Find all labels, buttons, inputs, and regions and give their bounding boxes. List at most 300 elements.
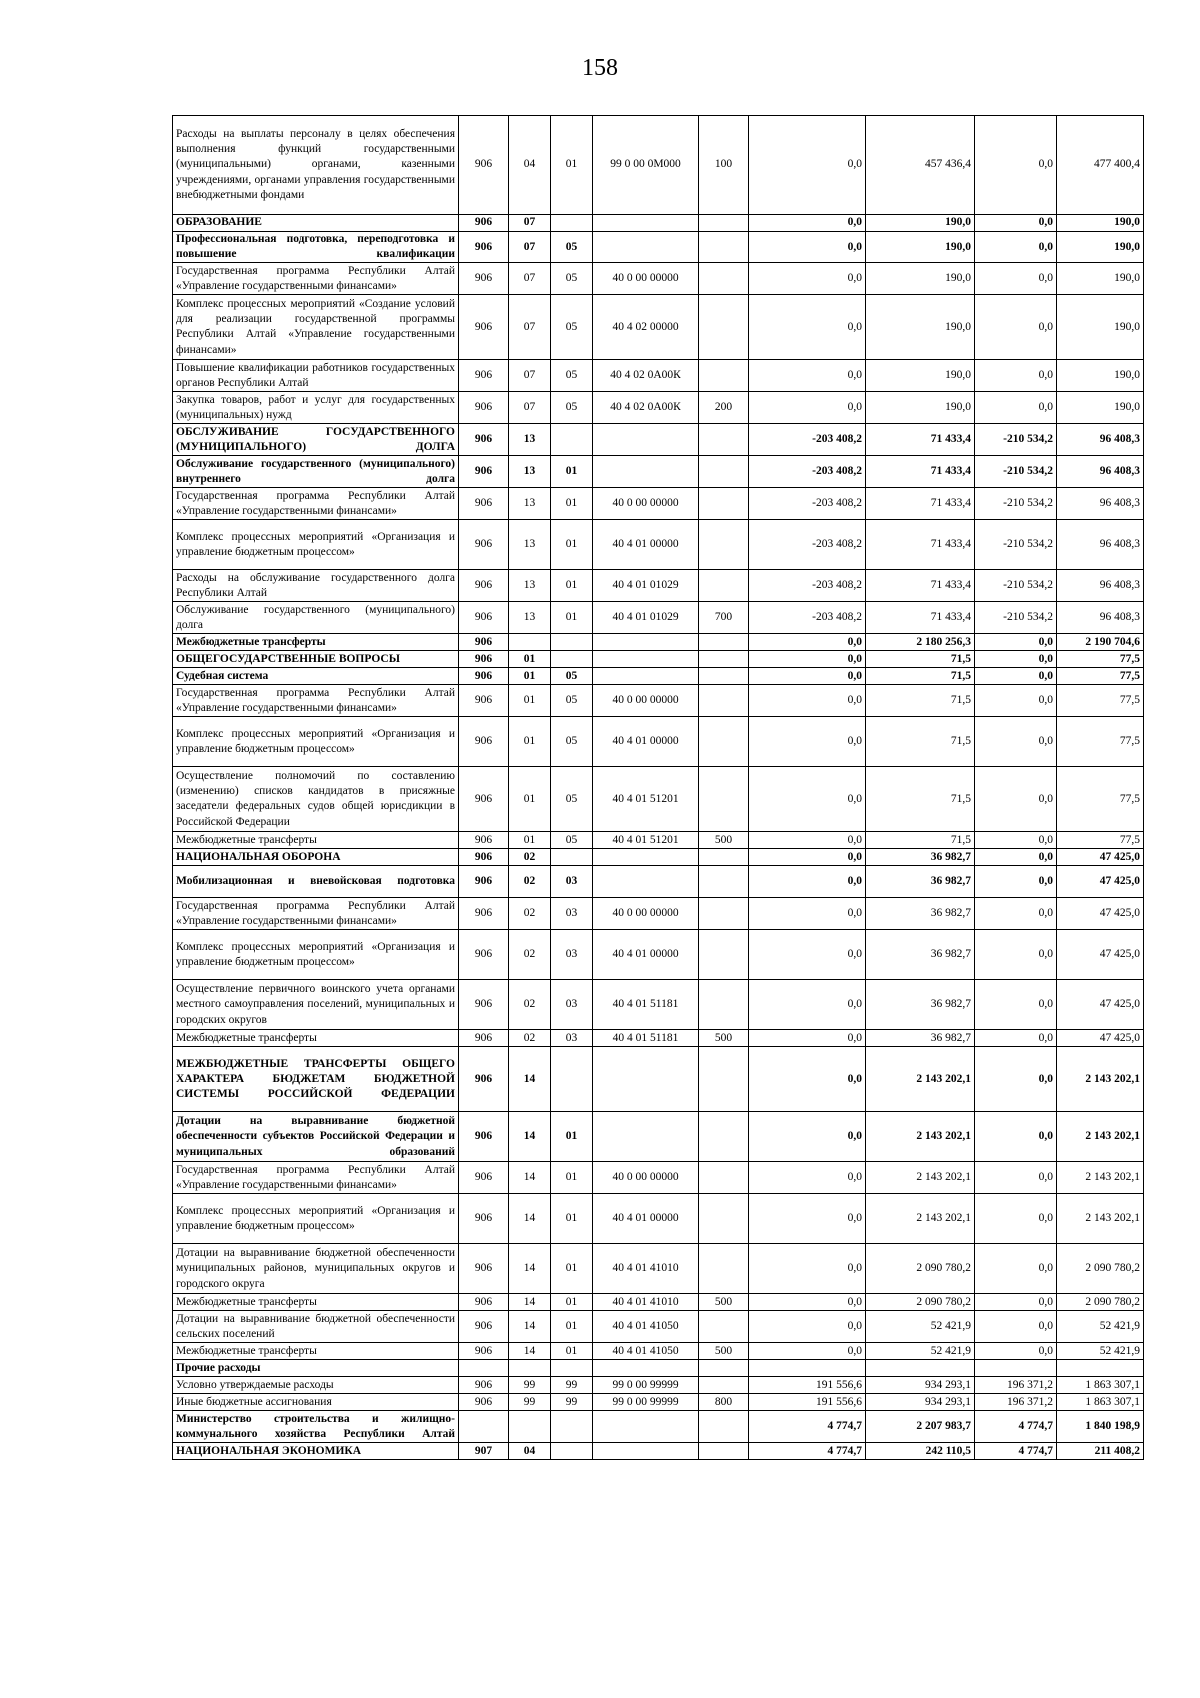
- amount-3-cell: [975, 1360, 1057, 1377]
- ved-cell: 906: [459, 832, 509, 849]
- table-row: [173, 1244, 1144, 1294]
- amount-3-cell: 0,0: [975, 849, 1057, 866]
- subsection-cell: 05: [551, 668, 593, 685]
- table-row: [173, 232, 1144, 263]
- subsection-cell: 01: [551, 1112, 593, 1162]
- amount-3-cell: 0,0: [975, 832, 1057, 849]
- amount-2-cell: 934 293,1: [866, 1394, 975, 1411]
- section-cell: 04: [509, 1443, 551, 1460]
- amount-3-cell: 0,0: [975, 116, 1057, 215]
- amount-3-cell: 0,0: [975, 717, 1057, 767]
- expense-type-cell: [699, 520, 749, 570]
- target-article-cell: 40 4 01 51201: [593, 767, 699, 832]
- expense-type-cell: [699, 1047, 749, 1112]
- expense-type-cell: [699, 668, 749, 685]
- table-row: [173, 866, 1144, 898]
- subsection-cell: 01: [551, 1194, 593, 1244]
- amount-4-cell: 96 408,3: [1057, 602, 1144, 634]
- subsection-cell: 01: [551, 1244, 593, 1294]
- amount-3-cell: 0,0: [975, 1112, 1057, 1162]
- amount-1-cell: 0,0: [749, 1112, 866, 1162]
- amount-2-cell: 71,5: [866, 685, 975, 717]
- row-name-cell: НАЦИОНАЛЬНАЯ ОБОРОНА: [173, 849, 459, 866]
- subsection-cell: 01: [551, 456, 593, 488]
- ved-cell: 906: [459, 849, 509, 866]
- amount-1-cell: 0,0: [749, 980, 866, 1030]
- amount-1-cell: 0,0: [749, 930, 866, 980]
- ved-cell: 906: [459, 570, 509, 602]
- expense-type-cell: [699, 651, 749, 668]
- expense-type-cell: [699, 456, 749, 488]
- amount-2-cell: 36 982,7: [866, 1030, 975, 1047]
- expense-type-cell: [699, 1443, 749, 1460]
- amount-2-cell: 71 433,4: [866, 570, 975, 602]
- amount-2-cell: 36 982,7: [866, 898, 975, 930]
- subsection-cell: 01: [551, 520, 593, 570]
- target-article-cell: [593, 1112, 699, 1162]
- ved-cell: 906: [459, 898, 509, 930]
- target-article-cell: 40 4 02 00000: [593, 295, 699, 360]
- amount-3-cell: 0,0: [975, 1244, 1057, 1294]
- amount-2-cell: 36 982,7: [866, 980, 975, 1030]
- expense-type-cell: [699, 1162, 749, 1194]
- ved-cell: 906: [459, 424, 509, 456]
- amount-4-cell: 1 863 307,1: [1057, 1377, 1144, 1394]
- row-name-cell: Межбюджетные трансферты: [173, 1343, 459, 1360]
- amount-2-cell: 457 436,4: [866, 116, 975, 215]
- row-name-cell: Дотации на выравнивание бюджетной обеспеченности муниципальных районов, муниципальных округов и городского округа: [173, 1244, 459, 1294]
- page-number: 158: [582, 55, 618, 81]
- ved-cell: 906: [459, 930, 509, 980]
- amount-3-cell: 0,0: [975, 668, 1057, 685]
- amount-1-cell: [749, 1360, 866, 1377]
- section-cell: 13: [509, 456, 551, 488]
- row-name-cell: Министерство строительства и жилищно-коммунального хозяйства Республики Алтай: [173, 1411, 459, 1443]
- ved-cell: 906: [459, 488, 509, 520]
- subsection-cell: [551, 215, 593, 232]
- table-row: [173, 488, 1144, 520]
- expense-type-cell: 500: [699, 1030, 749, 1047]
- section-cell: 01: [509, 717, 551, 767]
- target-article-cell: 40 4 01 51181: [593, 1030, 699, 1047]
- row-name-cell: Прочие расходы: [173, 1360, 459, 1377]
- table-row: [173, 685, 1144, 717]
- amount-4-cell: 190,0: [1057, 392, 1144, 424]
- expense-type-cell: [699, 488, 749, 520]
- budget-table: [172, 115, 1144, 1460]
- amount-2-cell: 242 110,5: [866, 1443, 975, 1460]
- section-cell: 13: [509, 424, 551, 456]
- section-cell: 13: [509, 602, 551, 634]
- target-article-cell: 40 4 02 0А00К: [593, 360, 699, 392]
- row-name-cell: Межбюджетные трансферты: [173, 1030, 459, 1047]
- amount-4-cell: 47 425,0: [1057, 898, 1144, 930]
- expense-type-cell: [699, 1311, 749, 1343]
- table-row: [173, 832, 1144, 849]
- amount-4-cell: 96 408,3: [1057, 488, 1144, 520]
- section-cell: 14: [509, 1047, 551, 1112]
- amount-1-cell: 0,0: [749, 832, 866, 849]
- table-row: [173, 520, 1144, 570]
- target-article-cell: 40 4 01 41010: [593, 1244, 699, 1294]
- section-cell: 02: [509, 898, 551, 930]
- section-cell: 07: [509, 232, 551, 263]
- amount-2-cell: 71,5: [866, 717, 975, 767]
- table-row: [173, 1443, 1144, 1460]
- table-row: [173, 1411, 1144, 1443]
- row-name-cell: Мобилизационная и вневойсковая подготовка: [173, 866, 459, 898]
- expense-type-cell: 800: [699, 1394, 749, 1411]
- amount-2-cell: 2 090 780,2: [866, 1244, 975, 1294]
- section-cell: 14: [509, 1162, 551, 1194]
- section-cell: 14: [509, 1294, 551, 1311]
- ved-cell: 906: [459, 1112, 509, 1162]
- table-row: [173, 767, 1144, 832]
- table-row: [173, 570, 1144, 602]
- ved-cell: 907: [459, 1443, 509, 1460]
- table-row: [173, 980, 1144, 1030]
- row-name-cell: Иные бюджетные ассигнования: [173, 1394, 459, 1411]
- ved-cell: 906: [459, 767, 509, 832]
- ved-cell: 906: [459, 1377, 509, 1394]
- amount-3-cell: 0,0: [975, 215, 1057, 232]
- ved-cell: 906: [459, 520, 509, 570]
- amount-2-cell: 71,5: [866, 767, 975, 832]
- expense-type-cell: [699, 767, 749, 832]
- amount-3-cell: 0,0: [975, 1030, 1057, 1047]
- table-row: [173, 1394, 1144, 1411]
- amount-2-cell: 190,0: [866, 392, 975, 424]
- subsection-cell: 01: [551, 570, 593, 602]
- amount-2-cell: 190,0: [866, 215, 975, 232]
- amount-1-cell: 0,0: [749, 668, 866, 685]
- table-row: [173, 1311, 1144, 1343]
- amount-4-cell: 190,0: [1057, 232, 1144, 263]
- table-row: [173, 1047, 1144, 1112]
- amount-3-cell: 0,0: [975, 980, 1057, 1030]
- section-cell: 14: [509, 1244, 551, 1294]
- amount-1-cell: 0,0: [749, 1194, 866, 1244]
- amount-2-cell: 71 433,4: [866, 602, 975, 634]
- amount-4-cell: 47 425,0: [1057, 1030, 1144, 1047]
- ved-cell: 906: [459, 717, 509, 767]
- amount-3-cell: 196 371,2: [975, 1394, 1057, 1411]
- target-article-cell: [593, 1047, 699, 1112]
- table-row: [173, 602, 1144, 634]
- ved-cell: 906: [459, 1294, 509, 1311]
- section-cell: 01: [509, 668, 551, 685]
- table-row: [173, 1030, 1144, 1047]
- ved-cell: 906: [459, 1194, 509, 1244]
- target-article-cell: 40 4 01 41050: [593, 1343, 699, 1360]
- expense-type-cell: [699, 930, 749, 980]
- ved-cell: 906: [459, 295, 509, 360]
- amount-1-cell: 191 556,6: [749, 1394, 866, 1411]
- section-cell: 99: [509, 1394, 551, 1411]
- target-article-cell: 40 4 01 00000: [593, 930, 699, 980]
- amount-1-cell: 0,0: [749, 1244, 866, 1294]
- subsection-cell: [551, 651, 593, 668]
- ved-cell: 906: [459, 1162, 509, 1194]
- amount-4-cell: 77,5: [1057, 685, 1144, 717]
- table-row: [173, 1162, 1144, 1194]
- table-row: [173, 1194, 1144, 1244]
- amount-1-cell: -203 408,2: [749, 602, 866, 634]
- table-row: [173, 1294, 1144, 1311]
- expense-type-cell: [699, 424, 749, 456]
- section-cell: [509, 634, 551, 651]
- amount-4-cell: 2 143 202,1: [1057, 1047, 1144, 1112]
- amount-3-cell: 0,0: [975, 1343, 1057, 1360]
- subsection-cell: 03: [551, 930, 593, 980]
- target-article-cell: 40 0 00 00000: [593, 898, 699, 930]
- expense-type-cell: 700: [699, 602, 749, 634]
- ved-cell: 906: [459, 1394, 509, 1411]
- amount-3-cell: 0,0: [975, 1311, 1057, 1343]
- expense-type-cell: [699, 295, 749, 360]
- target-article-cell: 40 4 01 41050: [593, 1311, 699, 1343]
- amount-3-cell: 0,0: [975, 1194, 1057, 1244]
- amount-2-cell: 190,0: [866, 263, 975, 295]
- amount-1-cell: 0,0: [749, 392, 866, 424]
- amount-2-cell: 71 433,4: [866, 488, 975, 520]
- amount-3-cell: 196 371,2: [975, 1377, 1057, 1394]
- amount-1-cell: 0,0: [749, 1343, 866, 1360]
- expense-type-cell: [699, 634, 749, 651]
- ved-cell: 906: [459, 1311, 509, 1343]
- table-row: [173, 651, 1144, 668]
- row-name-cell: Дотации на выравнивание бюджетной обеспеченности сельских поселений: [173, 1311, 459, 1343]
- amount-4-cell: 52 421,9: [1057, 1311, 1144, 1343]
- row-name-cell: Государственная программа Республики Алтай «Управление государственными финансами»: [173, 1162, 459, 1194]
- subsection-cell: 03: [551, 1030, 593, 1047]
- amount-3-cell: 0,0: [975, 930, 1057, 980]
- amount-4-cell: 190,0: [1057, 295, 1144, 360]
- amount-1-cell: 0,0: [749, 263, 866, 295]
- amount-3-cell: 0,0: [975, 1162, 1057, 1194]
- subsection-cell: 01: [551, 602, 593, 634]
- ved-cell: 906: [459, 232, 509, 263]
- amount-2-cell: 36 982,7: [866, 866, 975, 898]
- section-cell: 07: [509, 215, 551, 232]
- target-article-cell: [593, 866, 699, 898]
- amount-4-cell: 190,0: [1057, 215, 1144, 232]
- expense-type-cell: [699, 1360, 749, 1377]
- table-row: [173, 116, 1144, 215]
- amount-2-cell: 2 090 780,2: [866, 1294, 975, 1311]
- amount-3-cell: -210 534,2: [975, 570, 1057, 602]
- expense-type-cell: 100: [699, 116, 749, 215]
- amount-1-cell: -203 408,2: [749, 488, 866, 520]
- ved-cell: 906: [459, 668, 509, 685]
- subsection-cell: 05: [551, 767, 593, 832]
- section-cell: 99: [509, 1377, 551, 1394]
- ved-cell: 906: [459, 1047, 509, 1112]
- amount-4-cell: 2 143 202,1: [1057, 1162, 1144, 1194]
- amount-4-cell: [1057, 1360, 1144, 1377]
- amount-3-cell: -210 534,2: [975, 424, 1057, 456]
- ved-cell: 906: [459, 602, 509, 634]
- row-name-cell: Межбюджетные трансферты: [173, 832, 459, 849]
- expense-type-cell: 200: [699, 392, 749, 424]
- subsection-cell: 05: [551, 232, 593, 263]
- expense-type-cell: [699, 1112, 749, 1162]
- expense-type-cell: [699, 849, 749, 866]
- amount-4-cell: 47 425,0: [1057, 980, 1144, 1030]
- subsection-cell: [551, 424, 593, 456]
- amount-2-cell: 71 433,4: [866, 424, 975, 456]
- subsection-cell: 99: [551, 1377, 593, 1394]
- target-article-cell: [593, 668, 699, 685]
- target-article-cell: 40 4 02 0А00К: [593, 392, 699, 424]
- amount-2-cell: 2 143 202,1: [866, 1047, 975, 1112]
- expense-type-cell: [699, 1377, 749, 1394]
- table-row: [173, 1377, 1144, 1394]
- amount-1-cell: 0,0: [749, 717, 866, 767]
- row-name-cell: ОБЩЕГОСУДАРСТВЕННЫЕ ВОПРОСЫ: [173, 651, 459, 668]
- subsection-cell: 01: [551, 1343, 593, 1360]
- subsection-cell: 05: [551, 263, 593, 295]
- subsection-cell: 05: [551, 392, 593, 424]
- amount-3-cell: -210 534,2: [975, 520, 1057, 570]
- expense-type-cell: [699, 360, 749, 392]
- row-name-cell: Комплекс процессных мероприятий «Организация и управление бюджетным процессом»: [173, 520, 459, 570]
- section-cell: 01: [509, 685, 551, 717]
- row-name-cell: Комплекс процессных мероприятий «Организация и управление бюджетным процессом»: [173, 1194, 459, 1244]
- section-cell: [509, 1411, 551, 1443]
- amount-4-cell: 477 400,4: [1057, 116, 1144, 215]
- section-cell: 07: [509, 360, 551, 392]
- row-name-cell: Профессиональная подготовка, переподготовка и повышение квалификации: [173, 232, 459, 263]
- subsection-cell: 05: [551, 832, 593, 849]
- expense-type-cell: 500: [699, 1294, 749, 1311]
- section-cell: 07: [509, 263, 551, 295]
- ved-cell: 906: [459, 1030, 509, 1047]
- table-row: [173, 717, 1144, 767]
- amount-2-cell: 71,5: [866, 668, 975, 685]
- expense-type-cell: 500: [699, 832, 749, 849]
- amount-3-cell: 4 774,7: [975, 1411, 1057, 1443]
- amount-2-cell: 52 421,9: [866, 1311, 975, 1343]
- section-cell: 07: [509, 295, 551, 360]
- section-cell: 14: [509, 1112, 551, 1162]
- amount-3-cell: 0,0: [975, 360, 1057, 392]
- section-cell: 13: [509, 570, 551, 602]
- target-article-cell: 40 4 01 00000: [593, 1194, 699, 1244]
- row-name-cell: Государственная программа Республики Алтай «Управление государственными финансами»: [173, 263, 459, 295]
- subsection-cell: [551, 634, 593, 651]
- amount-1-cell: 4 774,7: [749, 1443, 866, 1460]
- row-name-cell: Обслуживание государственного (муниципального) внутреннего долга: [173, 456, 459, 488]
- table-row: [173, 930, 1144, 980]
- section-cell: 14: [509, 1343, 551, 1360]
- table-row: [173, 295, 1144, 360]
- section-cell: 13: [509, 520, 551, 570]
- amount-3-cell: 0,0: [975, 634, 1057, 651]
- row-name-cell: Осуществление первичного воинского учета органами местного самоуправления поселений, муниципальных и городских округов: [173, 980, 459, 1030]
- amount-3-cell: 0,0: [975, 685, 1057, 717]
- amount-4-cell: 211 408,2: [1057, 1443, 1144, 1460]
- target-article-cell: [593, 215, 699, 232]
- expense-type-cell: [699, 232, 749, 263]
- ved-cell: 906: [459, 651, 509, 668]
- amount-4-cell: 77,5: [1057, 832, 1144, 849]
- section-cell: 01: [509, 651, 551, 668]
- amount-2-cell: 2 143 202,1: [866, 1112, 975, 1162]
- amount-4-cell: 77,5: [1057, 767, 1144, 832]
- amount-2-cell: 190,0: [866, 295, 975, 360]
- target-article-cell: 99 0 00 0М000: [593, 116, 699, 215]
- amount-1-cell: 0,0: [749, 651, 866, 668]
- target-article-cell: [593, 456, 699, 488]
- ved-cell: 906: [459, 360, 509, 392]
- target-article-cell: [593, 849, 699, 866]
- ved-cell: 906: [459, 215, 509, 232]
- target-article-cell: 40 0 00 00000: [593, 1162, 699, 1194]
- amount-1-cell: 191 556,6: [749, 1377, 866, 1394]
- amount-2-cell: 36 982,7: [866, 930, 975, 980]
- section-cell: 02: [509, 1030, 551, 1047]
- amount-3-cell: -210 534,2: [975, 456, 1057, 488]
- ved-cell: 906: [459, 263, 509, 295]
- amount-1-cell: 0,0: [749, 1047, 866, 1112]
- target-article-cell: 40 0 00 00000: [593, 263, 699, 295]
- target-article-cell: [593, 1360, 699, 1377]
- amount-3-cell: 0,0: [975, 767, 1057, 832]
- amount-1-cell: 0,0: [749, 634, 866, 651]
- budget-table-body: [173, 116, 1144, 1460]
- amount-1-cell: 0,0: [749, 685, 866, 717]
- row-name-cell: МЕЖБЮДЖЕТНЫЕ ТРАНСФЕРТЫ ОБЩЕГО ХАРАКТЕРА БЮДЖЕТАМ БЮДЖЕТНОЙ СИСТЕМЫ РОССИЙСКОЙ ФЕДЕРАЦИИ: [173, 1047, 459, 1112]
- amount-2-cell: [866, 1360, 975, 1377]
- subsection-cell: [551, 1360, 593, 1377]
- target-article-cell: 40 4 01 01029: [593, 602, 699, 634]
- amount-4-cell: 47 425,0: [1057, 849, 1144, 866]
- section-cell: 04: [509, 116, 551, 215]
- subsection-cell: 03: [551, 980, 593, 1030]
- ved-cell: 906: [459, 456, 509, 488]
- amount-2-cell: 2 143 202,1: [866, 1162, 975, 1194]
- ved-cell: [459, 1411, 509, 1443]
- amount-3-cell: 0,0: [975, 898, 1057, 930]
- amount-3-cell: -210 534,2: [975, 602, 1057, 634]
- amount-1-cell: 0,0: [749, 1294, 866, 1311]
- expense-type-cell: 500: [699, 1343, 749, 1360]
- expense-type-cell: [699, 685, 749, 717]
- row-name-cell: Дотации на выравнивание бюджетной обеспеченности субъектов Российской Федерации и муниципальных образований: [173, 1112, 459, 1162]
- row-name-cell: Осуществление полномочий по составлению (изменению) списков кандидатов в присяжные заседатели федеральных судов общей юрисдикции в Российской Федерации: [173, 767, 459, 832]
- row-name-cell: Судебная система: [173, 668, 459, 685]
- amount-4-cell: 77,5: [1057, 717, 1144, 767]
- amount-3-cell: 0,0: [975, 1294, 1057, 1311]
- subsection-cell: 99: [551, 1394, 593, 1411]
- amount-2-cell: 2 207 983,7: [866, 1411, 975, 1443]
- subsection-cell: 01: [551, 488, 593, 520]
- table-row: [173, 668, 1144, 685]
- subsection-cell: [551, 849, 593, 866]
- amount-4-cell: 1 863 307,1: [1057, 1394, 1144, 1411]
- amount-1-cell: 0,0: [749, 232, 866, 263]
- table-row: [173, 360, 1144, 392]
- row-name-cell: ОБРАЗОВАНИЕ: [173, 215, 459, 232]
- amount-1-cell: -203 408,2: [749, 456, 866, 488]
- subsection-cell: 01: [551, 1162, 593, 1194]
- section-cell: 14: [509, 1311, 551, 1343]
- amount-4-cell: 2 143 202,1: [1057, 1194, 1144, 1244]
- amount-2-cell: 71 433,4: [866, 520, 975, 570]
- target-article-cell: [593, 651, 699, 668]
- amount-1-cell: -203 408,2: [749, 424, 866, 456]
